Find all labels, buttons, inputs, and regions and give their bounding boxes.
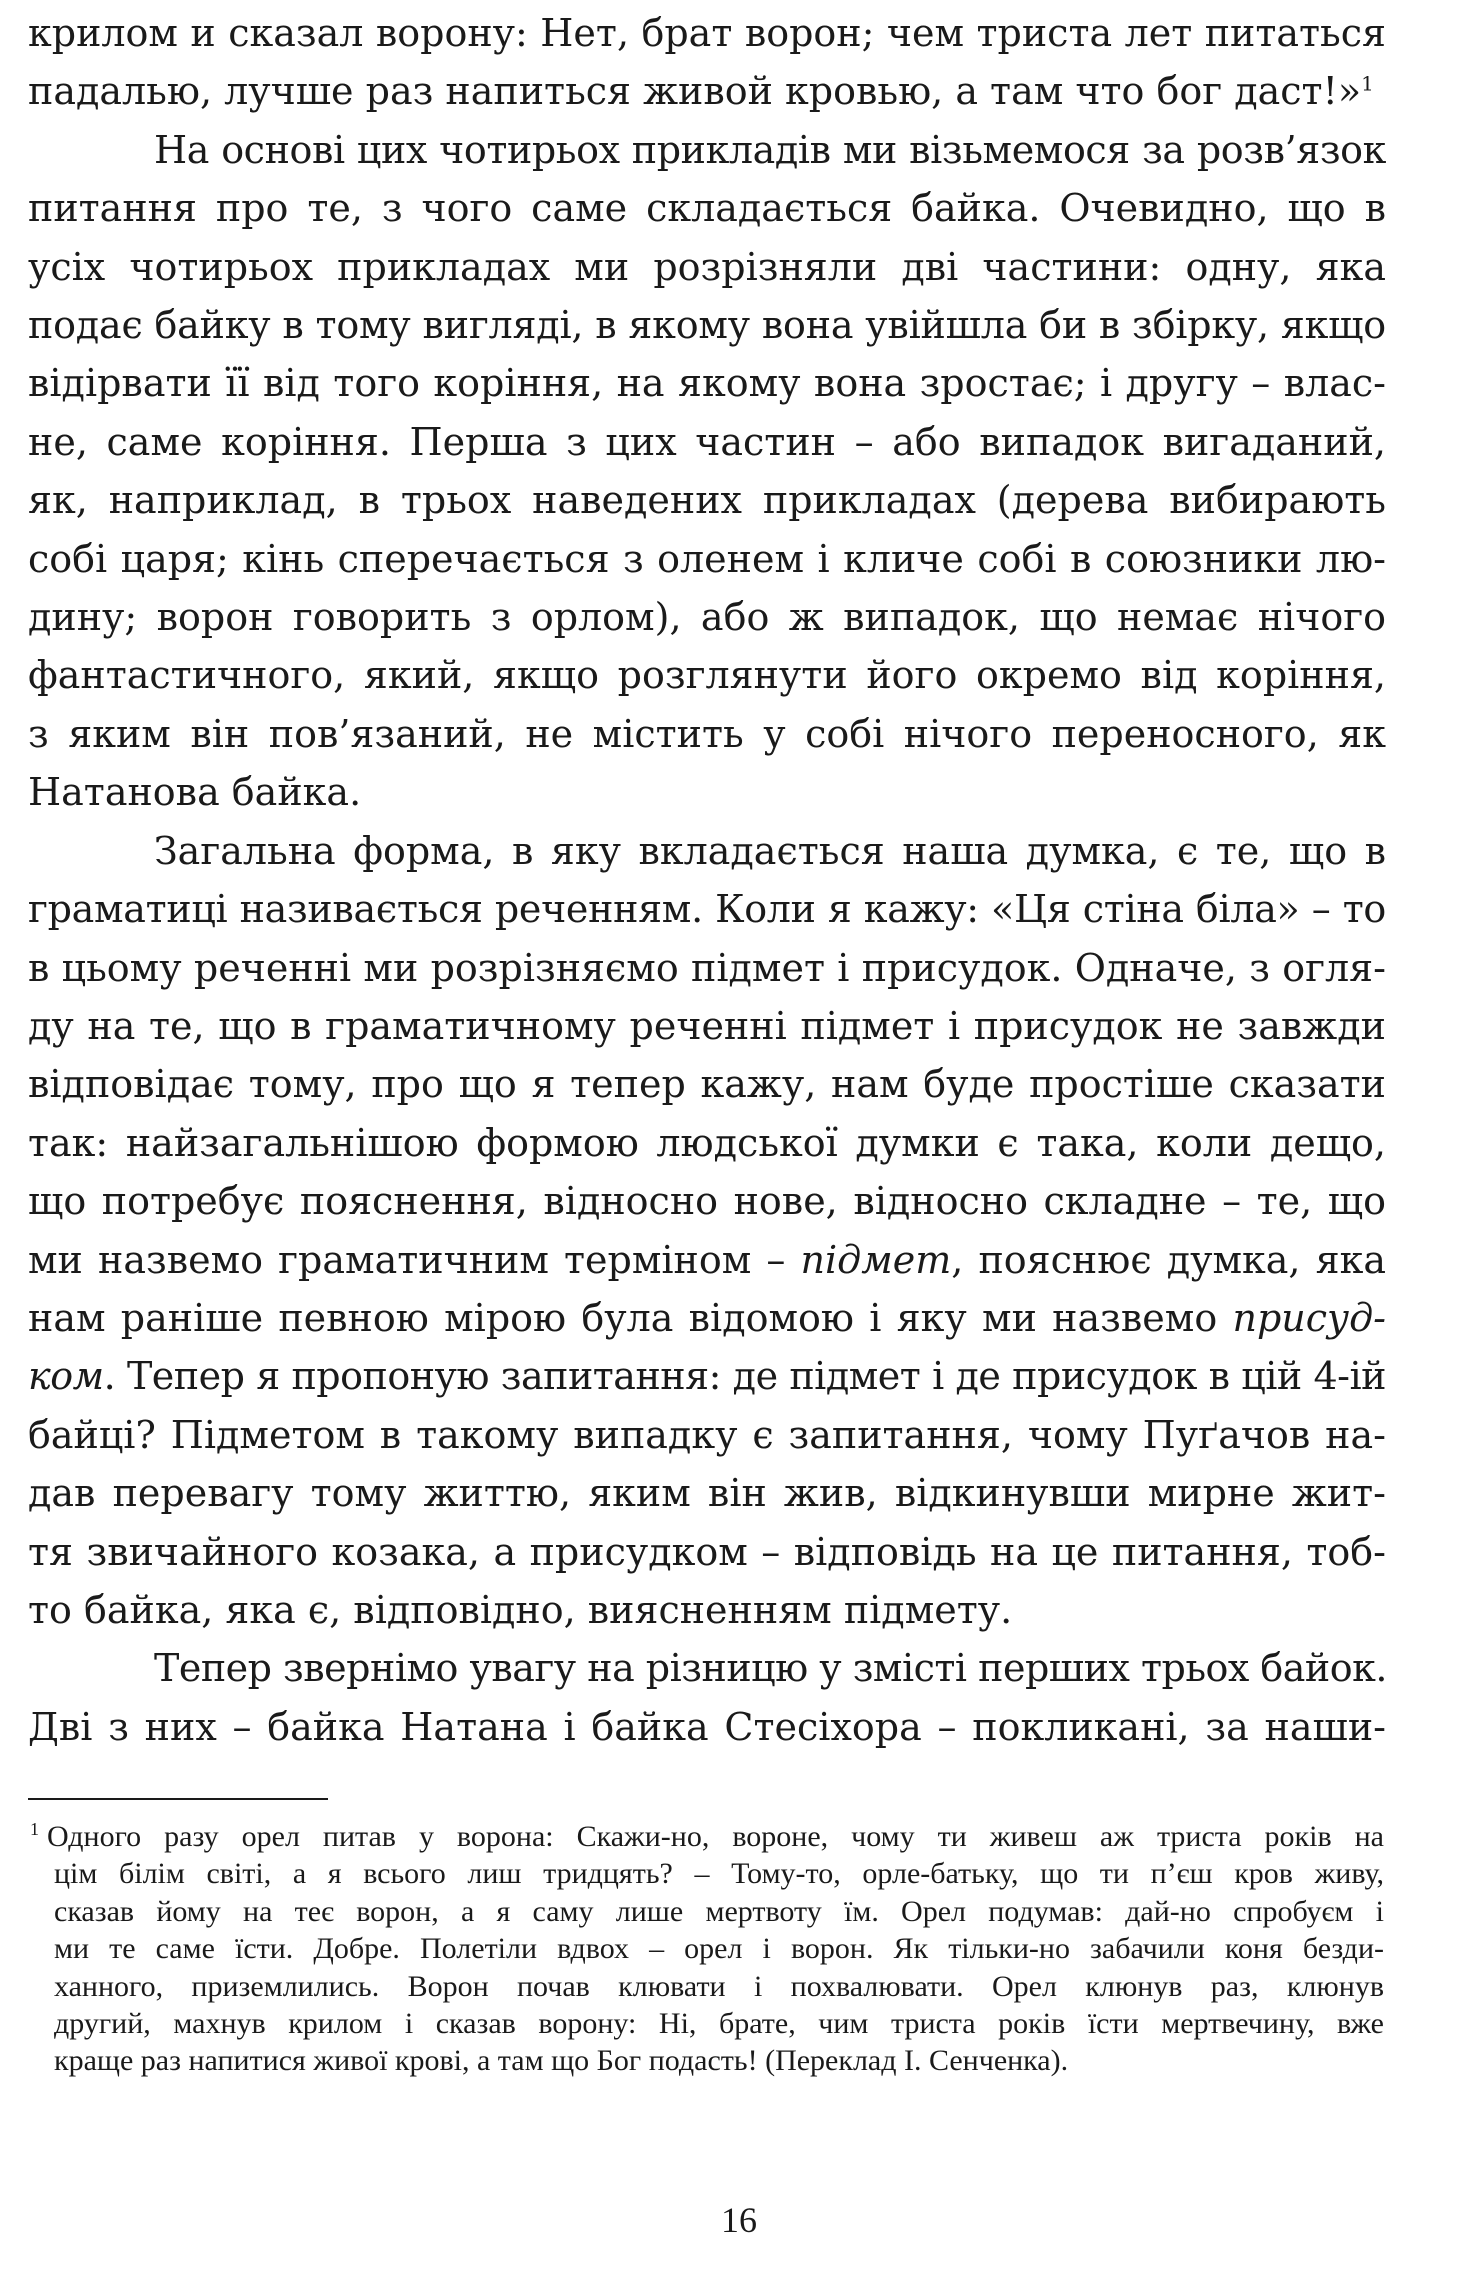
body-line: собі царя; кінь сперечається з оленем і кличе собі в союзники лю-: [28, 536, 1386, 581]
body-line: відповідає тому, про що я тепер кажу, нам буде простіше сказати: [28, 1062, 1386, 1107]
body-line: крилом и сказал ворону: Нет, брат ворон; чем триста лет питаться: [28, 11, 1386, 55]
body-line: граматиці називається реченням. Коли я кажу: «Ця стіна біла» – то: [28, 887, 1386, 932]
body-line: усіх чотирьох прикладах ми розрізняли дві частини: одну, яка: [28, 244, 1386, 289]
footnote: [30, 1818, 1384, 2080]
body-line: падалью, лучше раз напиться живой кровью, а там что бог даст!»$^1$: [28, 69, 1374, 114]
body-line: фантастичного, який, якщо розглянути його окремо від коріння,: [28, 653, 1386, 698]
footnote-line: ми те саме їсти. Добре. Полетіли вдвох – орел і ворон. Як тільки-но забачили коня безди-: [54, 1932, 1384, 1966]
body-line: з яким він пов’язаний, не містить у собі нічого переносного, як: [28, 711, 1386, 756]
italic-term: ком: [28, 1354, 104, 1399]
footnote-divider: [28, 1798, 328, 1800]
footnote-line: $^1$ Одного разу орел питав у ворона: Скажи-но, вороне, чому ти живеш аж триста років на: [30, 1819, 1384, 1853]
body-line: ду на те, що в граматичному реченні підмет і присудок не завжди: [28, 1003, 1386, 1048]
body-line: тя звичайного козака, а присудком – відповідь на це питання, тоб-: [28, 1529, 1386, 1574]
body-line: що потребує пояснення, відносно нове, відносно складне – те, що: [28, 1179, 1386, 1224]
body-line: Тепер звернімо увагу на різницю у змісті перших трьох байок.: [154, 1646, 1387, 1691]
footnote-reference[interactable]: 1: [1361, 71, 1374, 96]
page-number: 16: [721, 2200, 757, 2240]
body-line: дину; ворон говорить з орлом), або ж випадок, що немає нічого: [28, 595, 1386, 640]
footnote-line: цім білім світі, а я всього лиш тридцять? – Тому-то, орле-батьку, що ти п’єш кров живу,: [54, 1857, 1384, 1891]
body-line: дав перевагу тому життю, яким він жив, відкинувши мирне жит-: [28, 1471, 1386, 1516]
body-line: не, саме коріння. Перша з цих частин – або випадок вигаданий,: [28, 419, 1386, 464]
footnote-mark: 1: [30, 1819, 39, 1839]
body-line: як, наприклад, в трьох наведених прикладах (дерева вибирають: [28, 478, 1386, 523]
body-line: На основі цих чотирьох прикладів ми візьмемося за розв’язок: [154, 127, 1386, 172]
body-line: питання про те, з чого саме складається байка. Очевидно, що в: [28, 186, 1386, 231]
italic-term: підмет: [800, 1237, 952, 1282]
body-line: відірвати її від того коріння, на якому вона зростає; і другу – влас-: [28, 361, 1386, 406]
body-line: Натанова байка.: [28, 770, 362, 815]
body-line: ми назвемо граматичним терміном – підмет, пояснює думка, яка: [28, 1237, 1386, 1282]
footnote-line: ханного, приземлились. Ворон почав клювати і похвалювати. Орел клюнув раз, клюнув: [54, 1969, 1384, 2003]
footnote-line: другий, махнув крилом і сказав ворону: Ні, брате, чим триста років їсти мертвечину, вже: [54, 2007, 1384, 2041]
body-text: [28, 4, 1386, 1756]
body-line: так: найзагальнішою формою людської думки є така, коли дещо,: [28, 1120, 1386, 1165]
body-line: байці? Підметом в такому випадку є запитання, чому Пуґачов на-: [28, 1412, 1386, 1457]
footnote-line: краще раз напитися живої крові, а там що Бог подасть! (Переклад І. Сенченка).: [54, 2044, 1069, 2078]
body-line: подає байку в тому вигляді, в якому вона увійшла би в збірку, якщо: [28, 303, 1386, 348]
body-line: то байка, яка є, відповідно, виясненням підмету.: [28, 1587, 1013, 1632]
body-line: нам раніше певною мірою була відомою і яку ми назвемо присуд-: [28, 1295, 1386, 1340]
italic-term: присуд-: [1232, 1295, 1386, 1340]
body-line: Дві з них – байка Натана і байка Стесіхора – покликані, за наши-: [28, 1704, 1386, 1749]
body-line: Загальна форма, в яку вкладається наша думка, є те, що в: [154, 828, 1386, 873]
body-line: ком. Тепер я пропоную запитання: де підмет і де присудок в цій 4-ій: [28, 1354, 1386, 1399]
body-line: в цьому реченні ми розрізняємо підмет і присудок. Одначе, з огля-: [28, 945, 1386, 990]
footnote-line: сказав йому на теє ворон, а я саму лише мертвоту їм. Орел подумав: дай-но спробуєм і: [54, 1894, 1384, 1928]
